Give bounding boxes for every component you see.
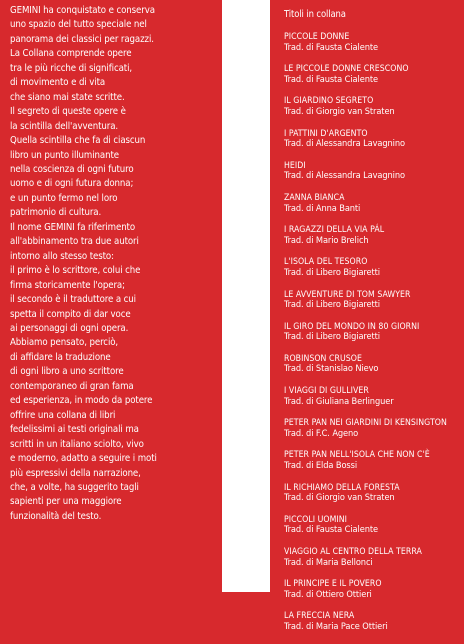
book-title: I RAGAZZI DELLA VIA PÁL <box>284 225 385 236</box>
description-line: il primo è lo scrittore, colui che <box>10 265 141 277</box>
book-translator: Trad. di Maria Bellonci <box>284 556 373 568</box>
catalog-entry <box>284 483 460 504</box>
book-title: LE PICCOLE DONNE CRESCONO <box>284 64 409 75</box>
description-line: che, a volte, ha suggerito tagli <box>10 481 139 493</box>
description-line: uomo e di ogni futura donna; <box>10 178 134 190</box>
catalog-entry <box>284 32 460 53</box>
book-translator: Trad. di Giorgio van Straten <box>284 105 395 117</box>
book-translator: Trad. di Fausta Cialente <box>284 524 378 536</box>
collection-description <box>10 4 215 524</box>
catalog-entry <box>284 161 460 182</box>
titles-catalog <box>284 9 460 644</box>
book-title: IL GIRO DEL MONDO IN 80 GIORNI <box>284 321 420 332</box>
catalog-entry <box>284 386 460 407</box>
book-title: IL GIARDINO SEGRETO <box>284 96 374 107</box>
description-line: di ogni libro a uno scrittore <box>10 366 124 378</box>
book-title: ZANNA BIANCA <box>284 192 345 203</box>
description-line: contemporaneo di gran fama <box>10 380 134 392</box>
description-line: spetta il compito di dar voce <box>10 308 131 320</box>
book-translator: Trad. di Libero Bigiaretti <box>284 266 380 278</box>
catalog-heading: Titoli in collana <box>284 9 346 20</box>
book-title: LE AVVENTURE DI TOM SAWYER <box>284 289 411 300</box>
description-line: Abbiamo pensato, perciò, <box>10 337 119 349</box>
book-title: VIAGGIO AL CENTRO DELLA TERRA <box>284 547 422 557</box>
description-line: e un punto fermo nel loro <box>10 192 118 204</box>
book-title: PICCOLE DONNE <box>284 32 350 42</box>
description-line: più espressivi della narrazione, <box>10 467 141 479</box>
description-line: uno spazio del tutto speciale nel <box>10 19 147 31</box>
description-line: Il nome GEMINI fa riferimento <box>10 221 136 233</box>
description-line: la scintilla dell'avventura. <box>10 120 119 132</box>
book-translator: Trad. di Alessandra Lavagnino <box>284 138 405 150</box>
description-line: ed esperienza, in modo da potere <box>10 395 153 407</box>
description-line: Quella scintilla che fa di ciascun <box>10 135 146 147</box>
description-line: fedelissimi ai testi originali ma <box>10 424 139 436</box>
book-translator: Trad. di Giuliana Berlinguer <box>284 395 394 407</box>
catalog-entry <box>284 290 460 311</box>
catalog-entry <box>284 418 460 439</box>
catalog-entry <box>284 129 460 150</box>
catalog-entry <box>284 257 460 278</box>
catalog-entry <box>284 611 460 632</box>
book-translator: Trad. di Ottiero Ottieri <box>284 588 372 600</box>
book-title: IL PRINCIPE E IL POVERO <box>284 579 382 590</box>
book-title: IL RICHIAMO DELLA FORESTA <box>284 482 400 493</box>
book-title: LA FRECCIA NERA <box>284 611 355 622</box>
book-title: PETER PAN NEI GIARDINI DI KENSINGTON <box>284 418 447 429</box>
description-line: ai personaggi di ogni opera. <box>10 322 129 334</box>
catalog-entry <box>284 225 460 246</box>
book-translator: Trad. di Fausta Cialente <box>284 73 378 85</box>
catalog-entry <box>284 515 460 536</box>
description-line: intorno allo stesso testo: <box>10 250 114 262</box>
book-translator: Trad. di Fausta Cialente <box>284 41 378 53</box>
white-divider-strip <box>222 0 270 592</box>
catalog-entry <box>284 96 460 117</box>
book-translator: Trad. di Stanislao Nievo <box>284 363 379 375</box>
catalog-entry <box>284 354 460 375</box>
book-title: I PATTINI D'ARGENTO <box>284 128 368 139</box>
catalog-entry <box>284 579 460 600</box>
description-line: offrire una collana di libri <box>10 409 116 421</box>
book-title: PICCOLI UOMINI <box>284 514 347 525</box>
description-line: che siano mai state scritte. <box>10 91 125 103</box>
description-line: patrimonio di cultura. <box>10 207 102 219</box>
description-line: e moderno, adatto a seguire i moti <box>10 453 157 465</box>
description-line: La Collana comprende opere <box>10 48 132 60</box>
book-translator: Trad. di Libero Bigiaretti <box>284 299 380 311</box>
description-line: sapienti per una maggiore <box>10 496 122 508</box>
book-translator: Trad. di Giorgio van Straten <box>284 492 395 504</box>
book-title: L'ISOLA DEL TESORO <box>284 257 368 268</box>
catalog-entry <box>284 322 460 343</box>
catalog-entry <box>284 450 460 471</box>
description-line: Il segreto di queste opere è <box>10 106 126 118</box>
description-line: funzionalità del testo. <box>10 510 102 522</box>
catalog-entry <box>284 64 460 85</box>
description-line: panorama dei classici per ragazzi. <box>10 33 154 45</box>
catalog-entry <box>284 193 460 214</box>
description-line: di affidare la traduzione <box>10 351 111 363</box>
description-line: GEMINI ha conquistato e conserva <box>10 5 155 16</box>
catalog-entry <box>284 547 460 568</box>
description-line: nella coscienza di ogni futuro <box>10 163 134 175</box>
book-title: HEIDI <box>284 160 306 171</box>
description-line: firma storicamente l'opera; <box>10 279 125 291</box>
book-translator: Trad. di Anna Banti <box>284 202 361 214</box>
book-translator: Trad. di F.C. Ageno <box>284 427 359 439</box>
description-line: scritti in un italiano sciolto, vivo <box>10 438 144 450</box>
book-translator: Trad. di Elda Bossi <box>284 460 358 472</box>
book-translator: Trad. di Alessandra Lavagnino <box>284 170 405 182</box>
description-line: di movimento e di vita <box>10 77 106 89</box>
description-line: tra le più ricche di significati, <box>10 62 133 74</box>
description-line: all'abbinamento tra due autori <box>10 236 139 248</box>
description-line: il secondo è il traduttore a cui <box>10 294 136 306</box>
book-translator: Trad. di Maria Pace Ottieri <box>284 620 388 632</box>
book-title: I VIAGGI DI GULLIVER <box>284 386 369 397</box>
book-title: PETER PAN NELL'ISOLA CHE NON C'È <box>284 450 430 461</box>
book-translator: Trad. di Libero Bigiaretti <box>284 331 380 343</box>
description-line: libro un punto illuminante <box>10 149 119 161</box>
book-translator: Trad. di Mario Brelich <box>284 234 369 246</box>
book-title: ROBINSON CRUSOE <box>284 353 362 364</box>
